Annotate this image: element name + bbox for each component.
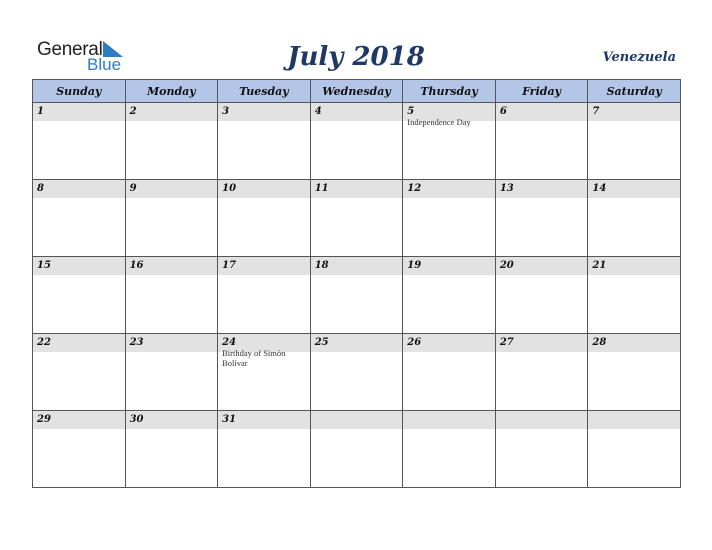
day-cell <box>218 103 311 180</box>
week-row <box>33 411 681 488</box>
day-number: 15 <box>33 257 125 275</box>
day-cell <box>588 103 681 180</box>
day-number <box>496 411 588 429</box>
day-number: 31 <box>218 411 310 429</box>
day-number: 9 <box>126 180 218 198</box>
day-cell <box>33 411 126 488</box>
week-row <box>33 180 681 257</box>
day-number: 29 <box>33 411 125 429</box>
day-cell <box>403 411 496 488</box>
day-cell <box>403 334 496 411</box>
weekday-tuesday: Tuesday <box>218 80 311 103</box>
week-row <box>33 103 681 180</box>
day-cell <box>588 334 681 411</box>
holiday-label: Birthday of Simón Bolívar <box>222 348 286 368</box>
day-cell <box>310 257 403 334</box>
day-cell <box>495 103 588 180</box>
day-cell <box>33 334 126 411</box>
weekday-saturday: Saturday <box>588 80 681 103</box>
weekday-thursday: Thursday <box>403 80 496 103</box>
day-number: 12 <box>403 180 495 198</box>
day-cell <box>588 257 681 334</box>
day-number: 16 <box>126 257 218 275</box>
day-cell <box>403 103 496 180</box>
day-number: 6 <box>496 103 588 121</box>
day-cell <box>218 180 311 257</box>
day-number: 4 <box>311 103 403 121</box>
day-cell <box>495 411 588 488</box>
day-number: 13 <box>496 180 588 198</box>
day-cell <box>403 257 496 334</box>
calendar-grid <box>32 79 681 488</box>
day-number: 17 <box>218 257 310 275</box>
calendar-body <box>33 103 681 488</box>
day-cell <box>310 180 403 257</box>
day-cell <box>310 411 403 488</box>
day-number: 26 <box>403 334 495 352</box>
day-number: 24 <box>218 334 310 352</box>
day-cell <box>310 334 403 411</box>
day-number: 2 <box>126 103 218 121</box>
day-number: 22 <box>33 334 125 352</box>
holiday-label: Independence Day <box>407 117 471 127</box>
day-cell <box>33 180 126 257</box>
day-cell <box>125 103 218 180</box>
day-cell <box>218 411 311 488</box>
day-number: 11 <box>311 180 403 198</box>
day-cell <box>125 257 218 334</box>
day-cell <box>310 103 403 180</box>
day-number: 1 <box>33 103 125 121</box>
day-cell <box>495 257 588 334</box>
weekday-header-row <box>33 80 681 103</box>
country-label: Venezuela <box>602 50 676 65</box>
weekday-wednesday: Wednesday <box>310 80 403 103</box>
day-number: 18 <box>311 257 403 275</box>
logo-text-general: General <box>37 39 103 60</box>
day-number: 27 <box>496 334 588 352</box>
day-cell <box>218 257 311 334</box>
day-number: 28 <box>588 334 680 352</box>
weekday-friday: Friday <box>495 80 588 103</box>
day-number <box>403 411 495 429</box>
day-cell <box>403 180 496 257</box>
day-cell <box>588 180 681 257</box>
day-number: 25 <box>311 334 403 352</box>
day-cell <box>125 180 218 257</box>
day-cell <box>125 411 218 488</box>
day-number: 10 <box>218 180 310 198</box>
weekday-sunday: Sunday <box>33 80 126 103</box>
week-row <box>33 257 681 334</box>
day-number: 20 <box>496 257 588 275</box>
day-number: 30 <box>126 411 218 429</box>
logo-text-blue: Blue <box>87 55 122 74</box>
day-number <box>588 411 680 429</box>
day-number: 23 <box>126 334 218 352</box>
week-row <box>33 334 681 411</box>
day-number: 3 <box>218 103 310 121</box>
day-number: 5 <box>403 103 495 121</box>
day-number <box>311 411 403 429</box>
day-number: 19 <box>403 257 495 275</box>
day-number: 21 <box>588 257 680 275</box>
day-cell <box>495 334 588 411</box>
day-cell <box>125 334 218 411</box>
day-cell <box>588 411 681 488</box>
day-number: 7 <box>588 103 680 121</box>
day-cell <box>33 103 126 180</box>
calendar-title: July 2018 <box>287 42 425 72</box>
day-number: 8 <box>33 180 125 198</box>
day-cell <box>495 180 588 257</box>
weekday-monday: Monday <box>125 80 218 103</box>
day-cell <box>33 257 126 334</box>
day-cell <box>218 334 311 411</box>
day-number: 14 <box>588 180 680 198</box>
